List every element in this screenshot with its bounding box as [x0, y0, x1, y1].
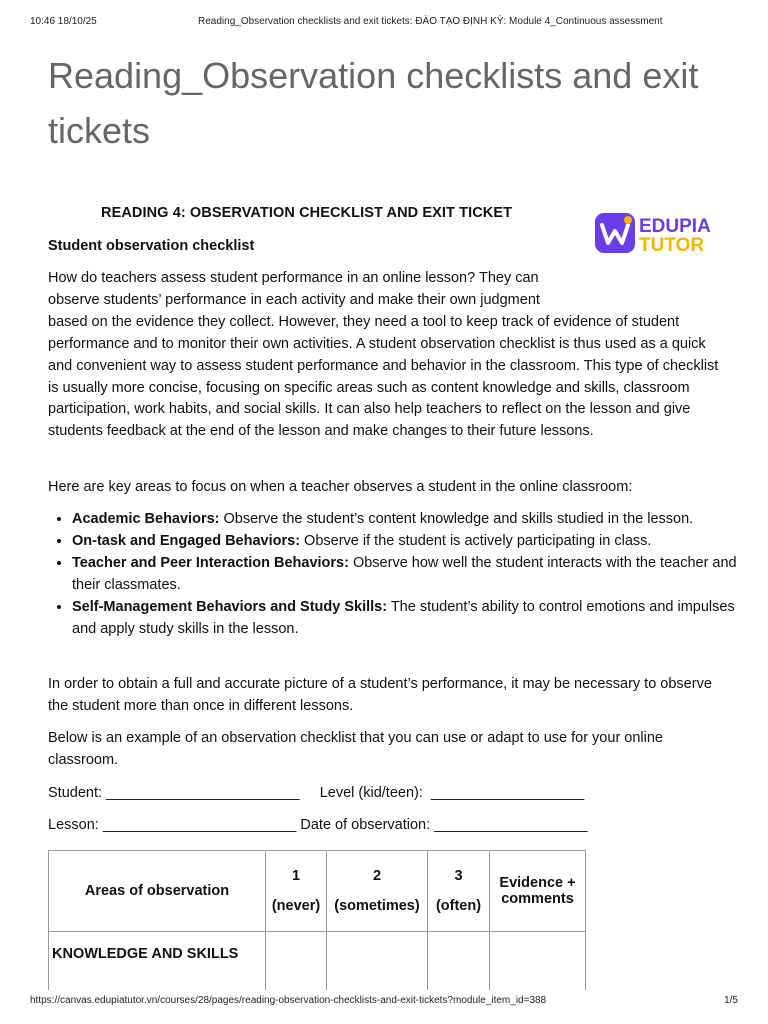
logo-line2: TUTOR: [639, 235, 705, 255]
example-intro-paragraph: Below is an example of an observation checklist that you can use or adapt to use for your online classroom.: [48, 730, 663, 768]
scale-1-label: (never): [271, 898, 321, 914]
list-item: [72, 553, 752, 597]
intro-paragraph: [48, 268, 723, 443]
student-level-line: Student: ________________________ Level (kid/teen): ___________________: [48, 785, 585, 801]
lesson-date-line: Lesson: ________________________ Date of observation: ___________________: [48, 817, 588, 833]
header-scale-2: [327, 851, 428, 932]
key-areas-list: [48, 509, 752, 640]
intro-line-1: How do teachers assess student performance in an online lesson? They can: [48, 270, 539, 286]
print-page-number: 1/5: [724, 995, 738, 1006]
list-item: [72, 509, 752, 531]
table-row: [49, 932, 586, 992]
logo-line1: EDUPIA: [639, 216, 711, 237]
key-areas-intro: Here are key areas to focus on when a teacher observes a student in the online classroom:: [48, 479, 633, 495]
header-scale-3: [428, 851, 490, 932]
bullet-text: Observe if the student is actively participating in class.: [300, 532, 652, 549]
bullet-text: Observe the student’s content knowledge and skills studied in the lesson.: [219, 511, 694, 527]
table-cell: [490, 932, 586, 992]
multiple-observations-paragraph: In order to obtain a full and accurate picture of a student’s performance, it may be necessary to observe the student more than once in different lessons.: [48, 676, 712, 714]
scale-1-number: 1: [291, 868, 301, 884]
table-cell: [428, 932, 490, 992]
table-cell: [266, 932, 327, 992]
bullet-text: The student’s ability to control emotions and impulses and apply study skills in the lesson.: [72, 598, 735, 637]
header-scale-1: [266, 851, 327, 932]
table-header-row: [49, 851, 586, 932]
list-item: [72, 597, 752, 641]
section-title: Student observation checklist: [48, 238, 255, 254]
scale-3-label: (often): [435, 898, 482, 914]
header-evidence: Evidence + comments: [490, 851, 586, 932]
scale-2-number: 2: [372, 868, 382, 884]
edupia-tutor-logo: [594, 211, 718, 255]
page-title: Reading_Observation checklists and exit tickets: [48, 55, 699, 151]
list-item: [72, 531, 752, 553]
section-knowledge-skills: KNOWLEDGE AND SKILLS: [49, 932, 266, 992]
observation-checklist-table: [48, 850, 586, 992]
bullet-term: Academic Behaviors:: [72, 511, 220, 527]
bullet-term: Teacher and Peer Interaction Behaviors:: [72, 554, 349, 571]
bullet-term: On-task and Engaged Behaviors:: [72, 532, 301, 549]
reading-heading: READING 4: OBSERVATION CHECKLIST AND EXIT TICKET: [101, 205, 513, 221]
bullet-term: Self-Management Behaviors and Study Skills:: [72, 598, 388, 615]
print-doc-title: Reading_Observation checklists and exit tickets: ĐÀO TẠO ĐỊNH KỲ: Module 4_Continuous assessment: [198, 16, 663, 27]
table-cell: [327, 932, 428, 992]
bullet-text: Observe how well the student interacts with the teacher and their classmates.: [72, 554, 737, 593]
header-areas: Areas of observation: [49, 851, 266, 932]
intro-line-2: observe students’ performance in each activity and make their own judgment: [48, 291, 540, 308]
intro-rest: based on the evidence they collect. However, they need a tool to keep track of evidence of student performance and to monitor their own activities. A student observation checklist is thus used as a quick and convenient way to assess student performance and behavior in the classroom. This type of checklist is usually more concise, focusing on specific areas such as content knowledge and skills, classroom participation, work habits, and social skills. It can also help teachers to reflect on the lesson and give students feedback at the end of the lesson and make changes to their future lessons.: [48, 313, 719, 440]
print-timestamp: 10:46 18/10/25: [30, 16, 97, 27]
scale-3-number: 3: [454, 868, 463, 884]
print-url: https://canvas.edupiatutor.vn/courses/28/pages/reading-observation-checklists-and-exit-tickets?module_item_id=388: [30, 995, 547, 1006]
scale-2-label: (sometimes): [334, 898, 420, 914]
